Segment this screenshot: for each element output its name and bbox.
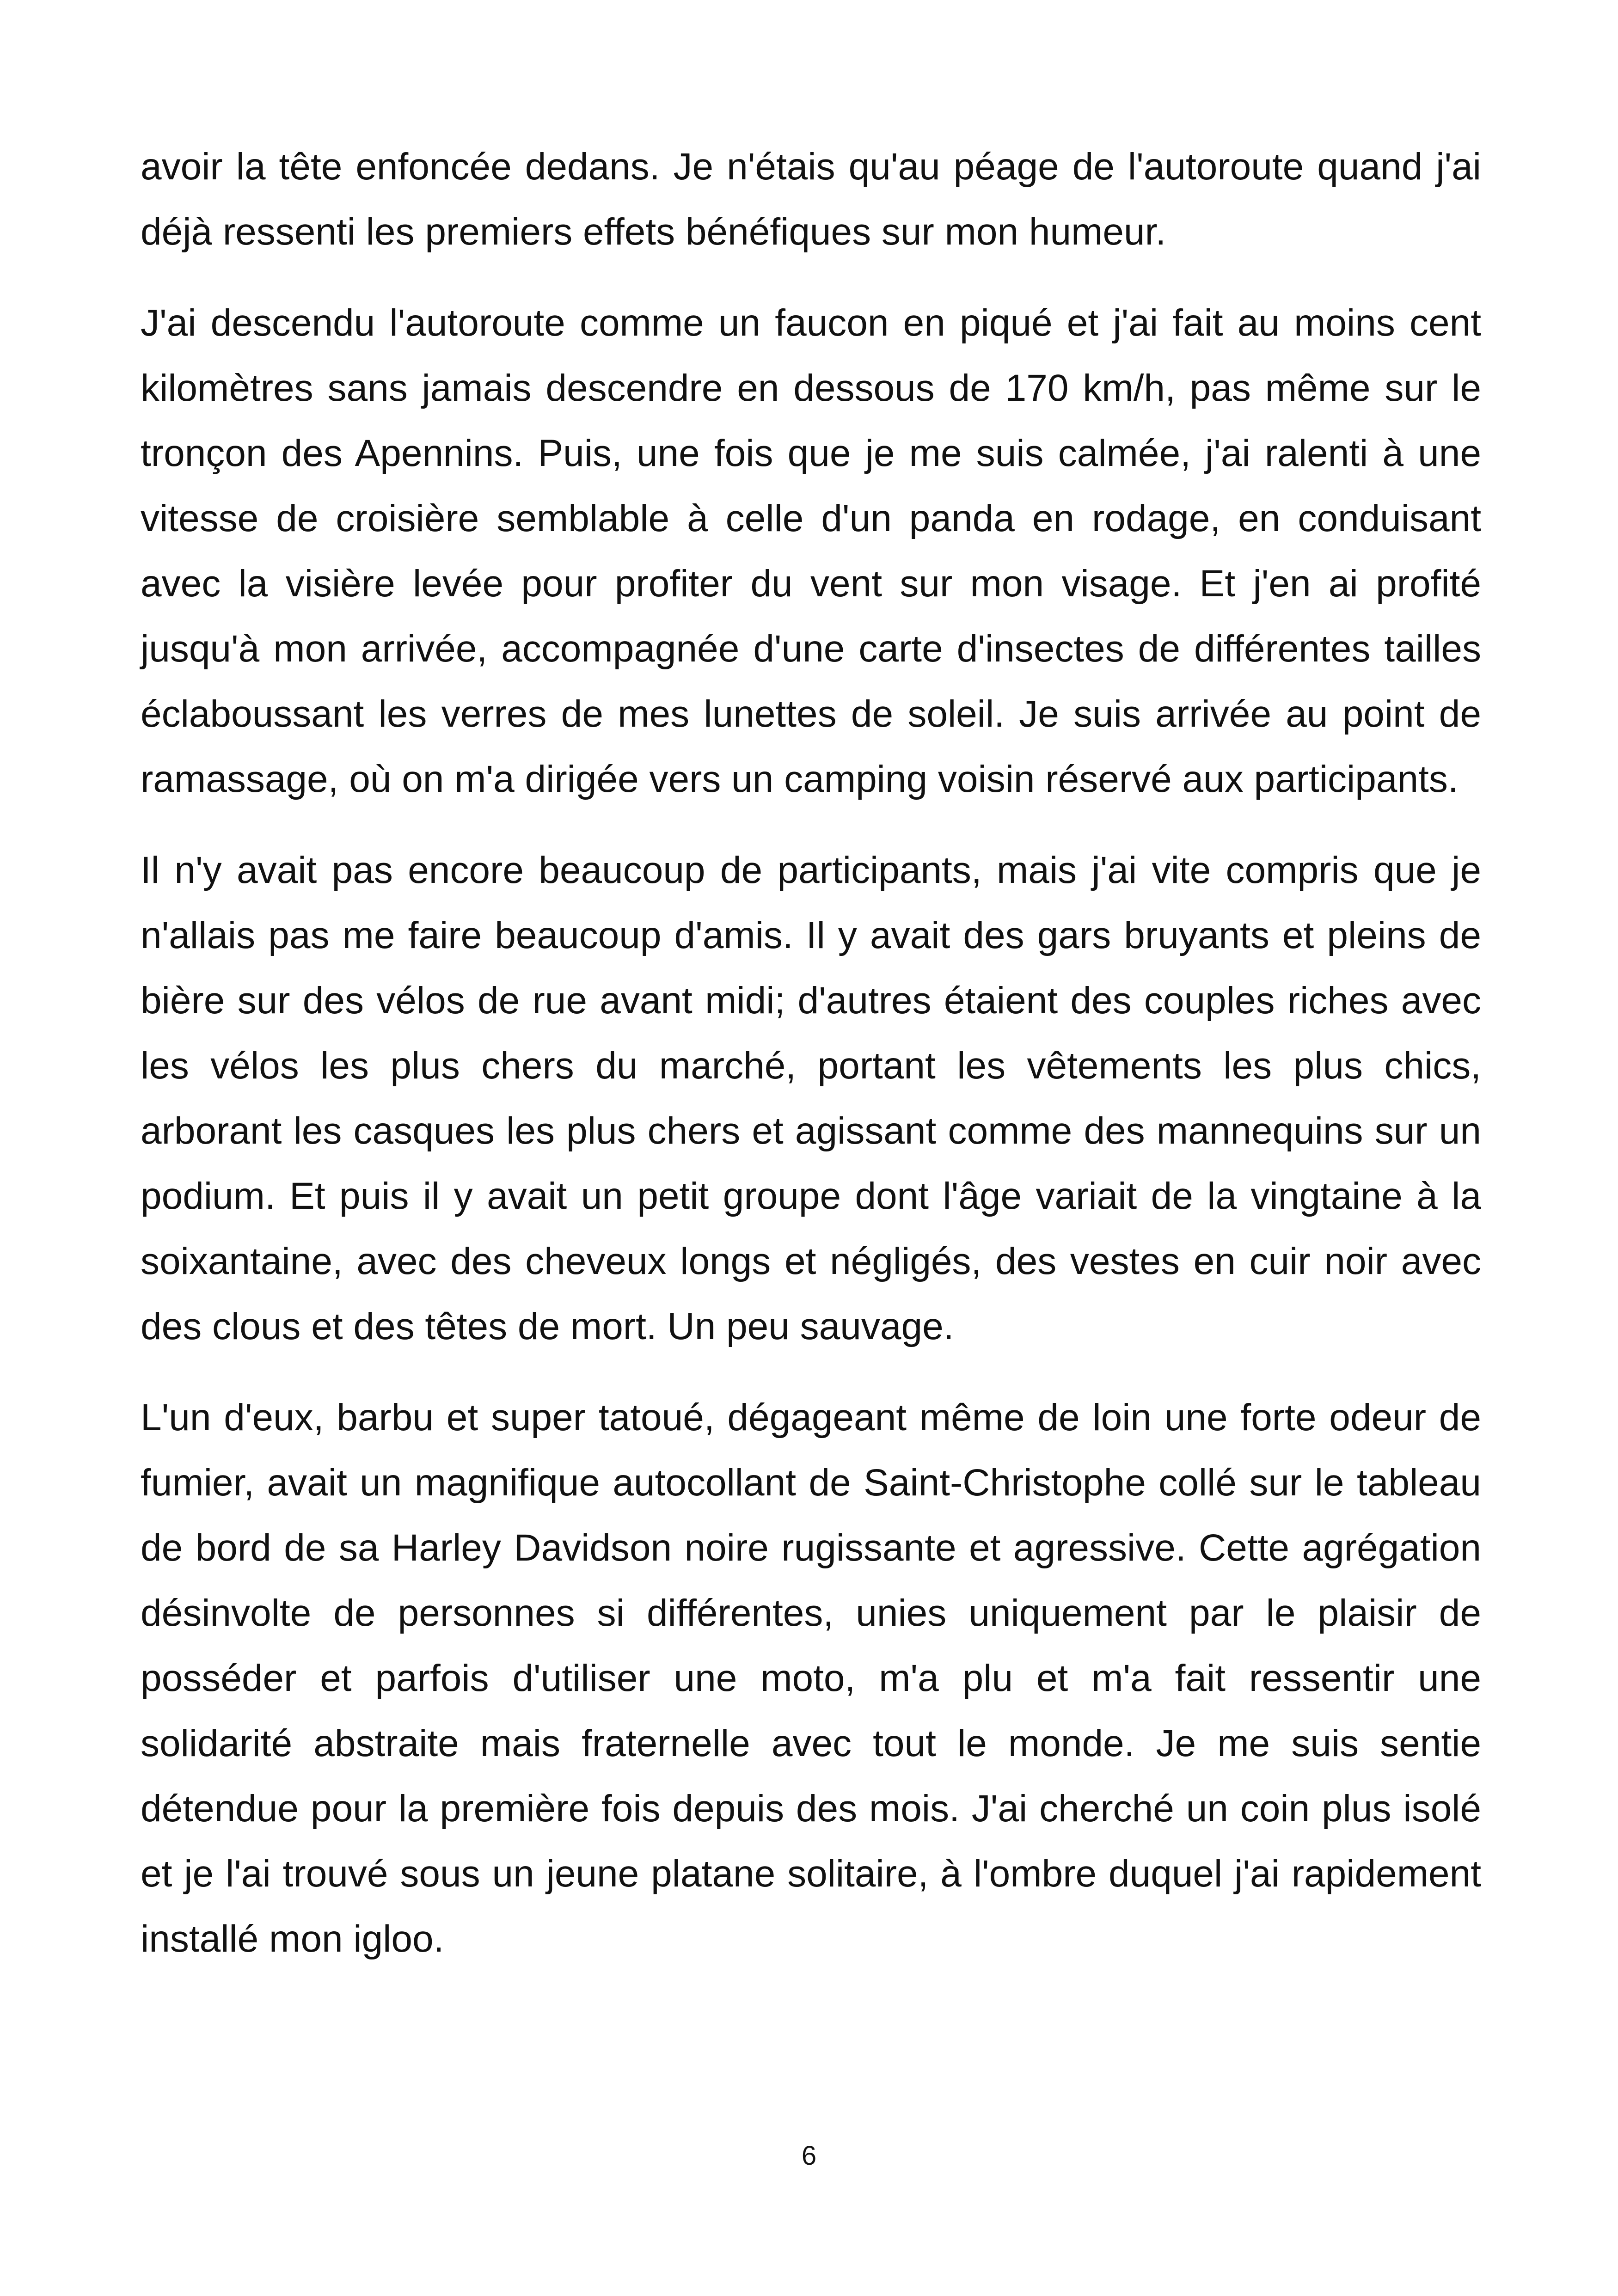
body-text — [141, 134, 1481, 1997]
page-number: 6 — [801, 2141, 817, 2171]
paragraph-4: L'un d'eux, barbu et super tatoué, dégageant même de loin une forte odeur de fumier, avait un magnifique autocollant de Saint-Christophe collé sur le tableau de bord de sa Harley Davidson noire rugissante et agressive. Cette agrégation désinvolte de personnes si différentes, unies uniquement par le plaisir de posséder et parfois d'utiliser une moto, m'a plu et m'a fait ressentir une solidarité abstraite mais fraternelle avec tout le monde. Je me suis sentie détendue pour la première fois depuis des mois. J'ai cherché un coin plus isolé et je l'ai trouvé sous un jeune platane solitaire, à l'ombre duquel j'ai rapidement installé mon igloo. — [141, 1396, 1481, 1960]
paragraph-2: J'ai descendu l'autoroute comme un faucon en piqué et j'ai fait au moins cent kilomètres sans jamais descendre en dessous de 170 km/h, pas même sur le tronçon des Apennins. Puis, une fois que je me suis calmée, j'ai ralenti à une vitesse de croisière semblable à celle d'un panda en rodage, en conduisant avec la visière levée pour profiter du vent sur mon visage. Et j'en ai profité jusqu'à mon arrivée, accompagnée d'une carte d'insectes de différentes tailles éclaboussant les verres de mes lunettes de soleil. Je suis arrivée au point de ramassage, où on m'a dirigée vers un camping voisin réservé aux participants. — [141, 302, 1481, 800]
paragraph-1: avoir la tête enfoncée dedans. Je n'étais qu'au péage de l'autoroute quand j'ai déjà ressenti les premiers effets bénéfiques sur mon humeur. — [141, 146, 1481, 253]
paragraph-3: Il n'y avait pas encore beaucoup de participants, mais j'ai vite compris que je n'allais pas me faire beaucoup d'amis. Il y avait des gars bruyants et pleins de bière sur des vélos de rue avant midi; d'autres étaient des couples riches avec les vélos les plus chers du marché, portant les vêtements les plus chics, arborant les casques les plus chers et agissant comme des mannequins sur un podium. Et puis il y avait un petit groupe dont l'âge variait de la vingtaine à la soixantaine, avec des cheveux longs et négligés, des vestes en cuir noir avec des clous et des têtes de mort. Un peu sauvage. — [141, 849, 1481, 1347]
